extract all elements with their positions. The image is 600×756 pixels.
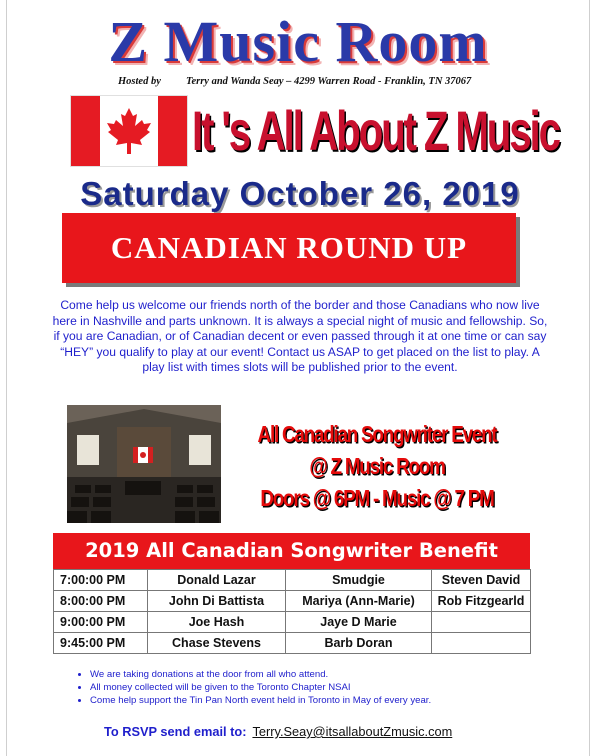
event-details [222, 418, 532, 514]
performer-cell: Jaye D Marie [286, 612, 432, 633]
performer-cell: Barb Doran [286, 633, 432, 654]
rsvp-line [104, 724, 524, 739]
performer-cell: John Di Battista [148, 591, 286, 612]
banner-text: CANADIAN ROUND UP [110, 230, 468, 265]
schedule-table [53, 569, 531, 654]
event-date: Saturday October 26, 2019 [80, 175, 520, 212]
rsvp-label: To RSVP send email to: [104, 724, 247, 739]
intro-paragraph: Come help us welcome our friends north of the border and those Canadians who now live here in Nashville and parts unknown. It is always a special night of music and fellowship. So, if you are Canadian, or of Canadian decent or even passed through it at one time or can say “HEY” you qualify to play at our event! Contact us ASAP to get placed on the list to play. A play list with times slots will be published prior to the event. [52, 298, 548, 374]
event-banner [62, 213, 516, 283]
list-item: • We are taking donations at the door from all who attend. [90, 668, 570, 681]
host-address: Terry and Wanda Seay – 4299 Warren Road - Franklin, TN 37067 [186, 76, 472, 87]
rsvp-email-link[interactable]: Terry.Seay@itsallaboutZmusic.com [252, 724, 453, 739]
time-cell: 7:00:00 PM [54, 570, 148, 591]
tagline: It 's All About Z Music [192, 99, 559, 162]
venue-photo [67, 405, 221, 523]
list-item: • Come help support the Tin Pan North event held in Toronto in May of every year. [90, 694, 570, 707]
table-row [54, 591, 531, 612]
performer-cell: Steven David [432, 570, 531, 591]
left-border [6, 0, 7, 756]
time-cell: 9:45:00 PM [54, 633, 148, 654]
performer-cell: Donald Lazar [148, 570, 286, 591]
performer-cell: Smudgie [286, 570, 432, 591]
event-line-3: Doors @ 6PM - Music @ 7 PM [260, 485, 494, 511]
table-row [54, 570, 531, 591]
performer-cell: Joe Hash [148, 612, 286, 633]
performer-cell: Mariya (Ann-Marie) [286, 591, 432, 612]
flyer-title: Z Music Room [108, 9, 488, 74]
schedule-heading [53, 533, 530, 569]
event-line-1: All Canadian Songwriter Event [257, 421, 497, 447]
event-line-2: @ Z Music Room [309, 453, 445, 479]
table-row [54, 633, 531, 654]
performer-cell: Chase Stevens [148, 633, 286, 654]
performer-cell [432, 612, 531, 633]
schedule-heading-text: 2019 All Canadian Songwriter Benefit [85, 539, 498, 562]
time-cell: 8:00:00 PM [54, 591, 148, 612]
hosted-by-label: Hosted by [118, 76, 161, 87]
notes-list [72, 668, 570, 707]
performer-cell [432, 633, 531, 654]
performer-cell: Rob Fitzgearld [432, 591, 531, 612]
table-row [54, 612, 531, 633]
list-item: • All money collected will be given to the Toronto Chapter NSAI [90, 681, 570, 694]
canada-flag-icon [71, 96, 187, 166]
time-cell: 9:00:00 PM [54, 612, 148, 633]
right-border [589, 0, 590, 756]
